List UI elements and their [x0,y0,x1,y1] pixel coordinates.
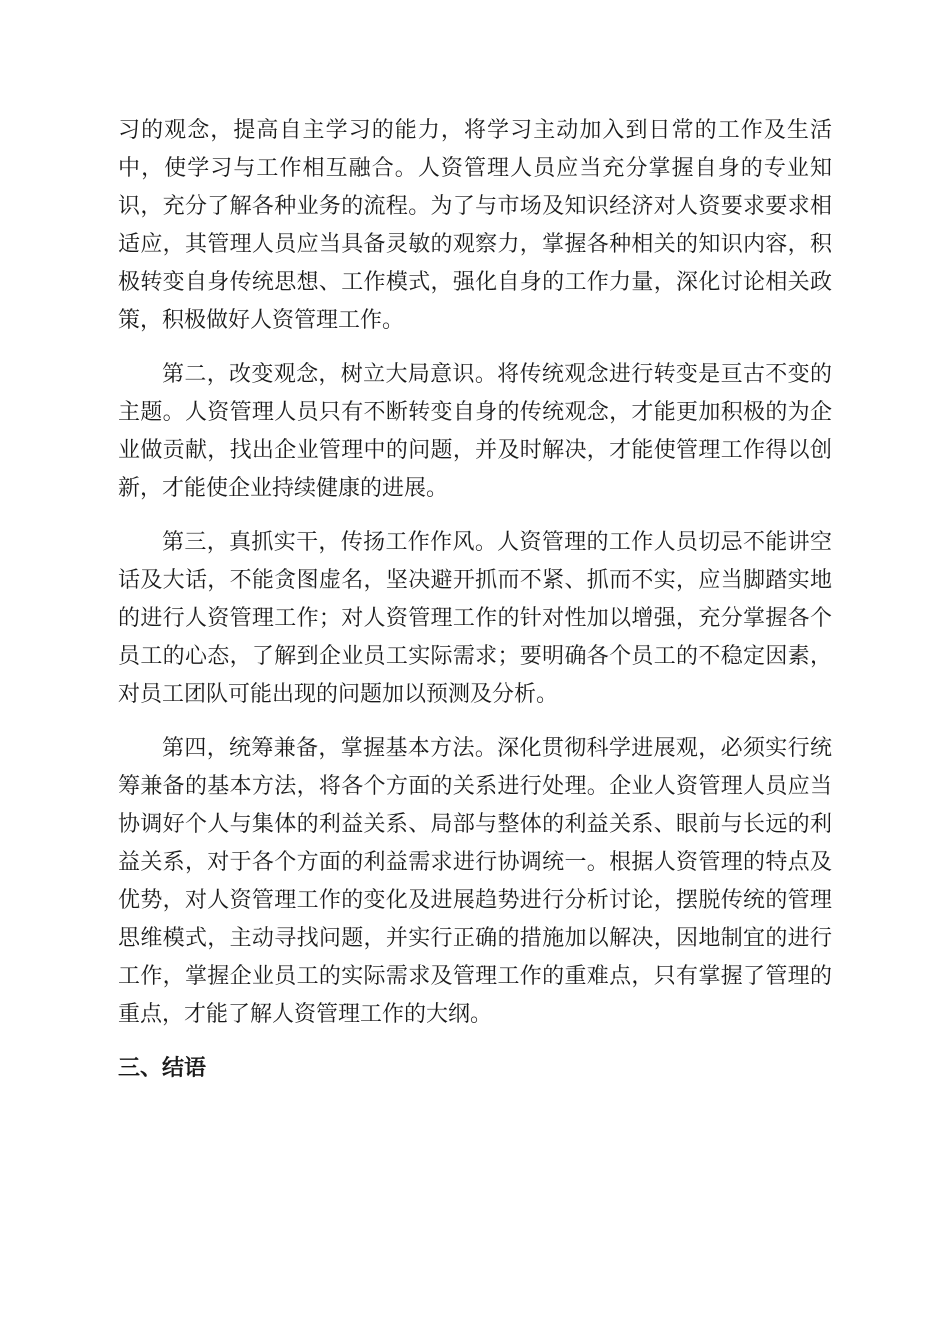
section-heading-conclusion: 三、结语 [118,1056,207,1081]
document-body [118,112,832,1088]
paragraph-fourth-point: 第四，统筹兼备，掌握基本方法。深化贯彻科学进展观，必须实行统筹兼备的基本方法，将各个方面的关系进行处理。企业人资管理人员应当协调好个人与集体的利益关系、局部与整体的利益关系、眼前与长远的利益关系，对于各个方面的利益需求进行协调统一。根据人资管理的特点及优势，对人资管理工作的变化及进展趋势进行分析讨论，摆脱传统的管理思维模式，主动寻找问题，并实行正确的措施加以解决，因地制宜的进行工作，掌握企业员工的实际需求及管理工作的重难点，只有掌握了管理的重点，才能了解人资管理工作的大纲。 [118,736,832,1027]
paragraph-third-point: 第三，真抓实干，传扬工作作风。人资管理的工作人员切忌不能讲空话及大话，不能贪图虚名，坚决避开抓而不紧、抓而不实，应当脚踏实地的进行人资管理工作；对人资管理工作的针对性加以增强，充分掌握各个员工的心态，了解到企业员工实际需求；要明确各个员工的不稳定因素，对员工团队可能出现的问题加以预测及分析。 [118,530,832,707]
paragraph-second-point: 第二，改变观念，树立大局意识。将传统观念进行转变是亘古不变的主题。人资管理人员只有不断转变自身的传统观念，才能更加积极的为企业做贡献，找出企业管理中的问题，并及时解决，才能使管理工作得以创新，才能使企业持续健康的进展。 [118,362,832,501]
paragraph-continuation: 习的观念，提高自主学习的能力，将学习主动加入到日常的工作及生活中，使学习与工作相互融合。人资管理人员应当充分掌握自身的专业知识，充分了解各种业务的流程。为了与市场及知识经济对人资要求要求相适应，其管理人员应当具备灵敏的观察力，掌握各种相关的知识内容，积极转变自身传统思想、工作模式，强化自身的工作力量，深化讨论相关政策，积极做好人资管理工作。 [118,118,832,333]
